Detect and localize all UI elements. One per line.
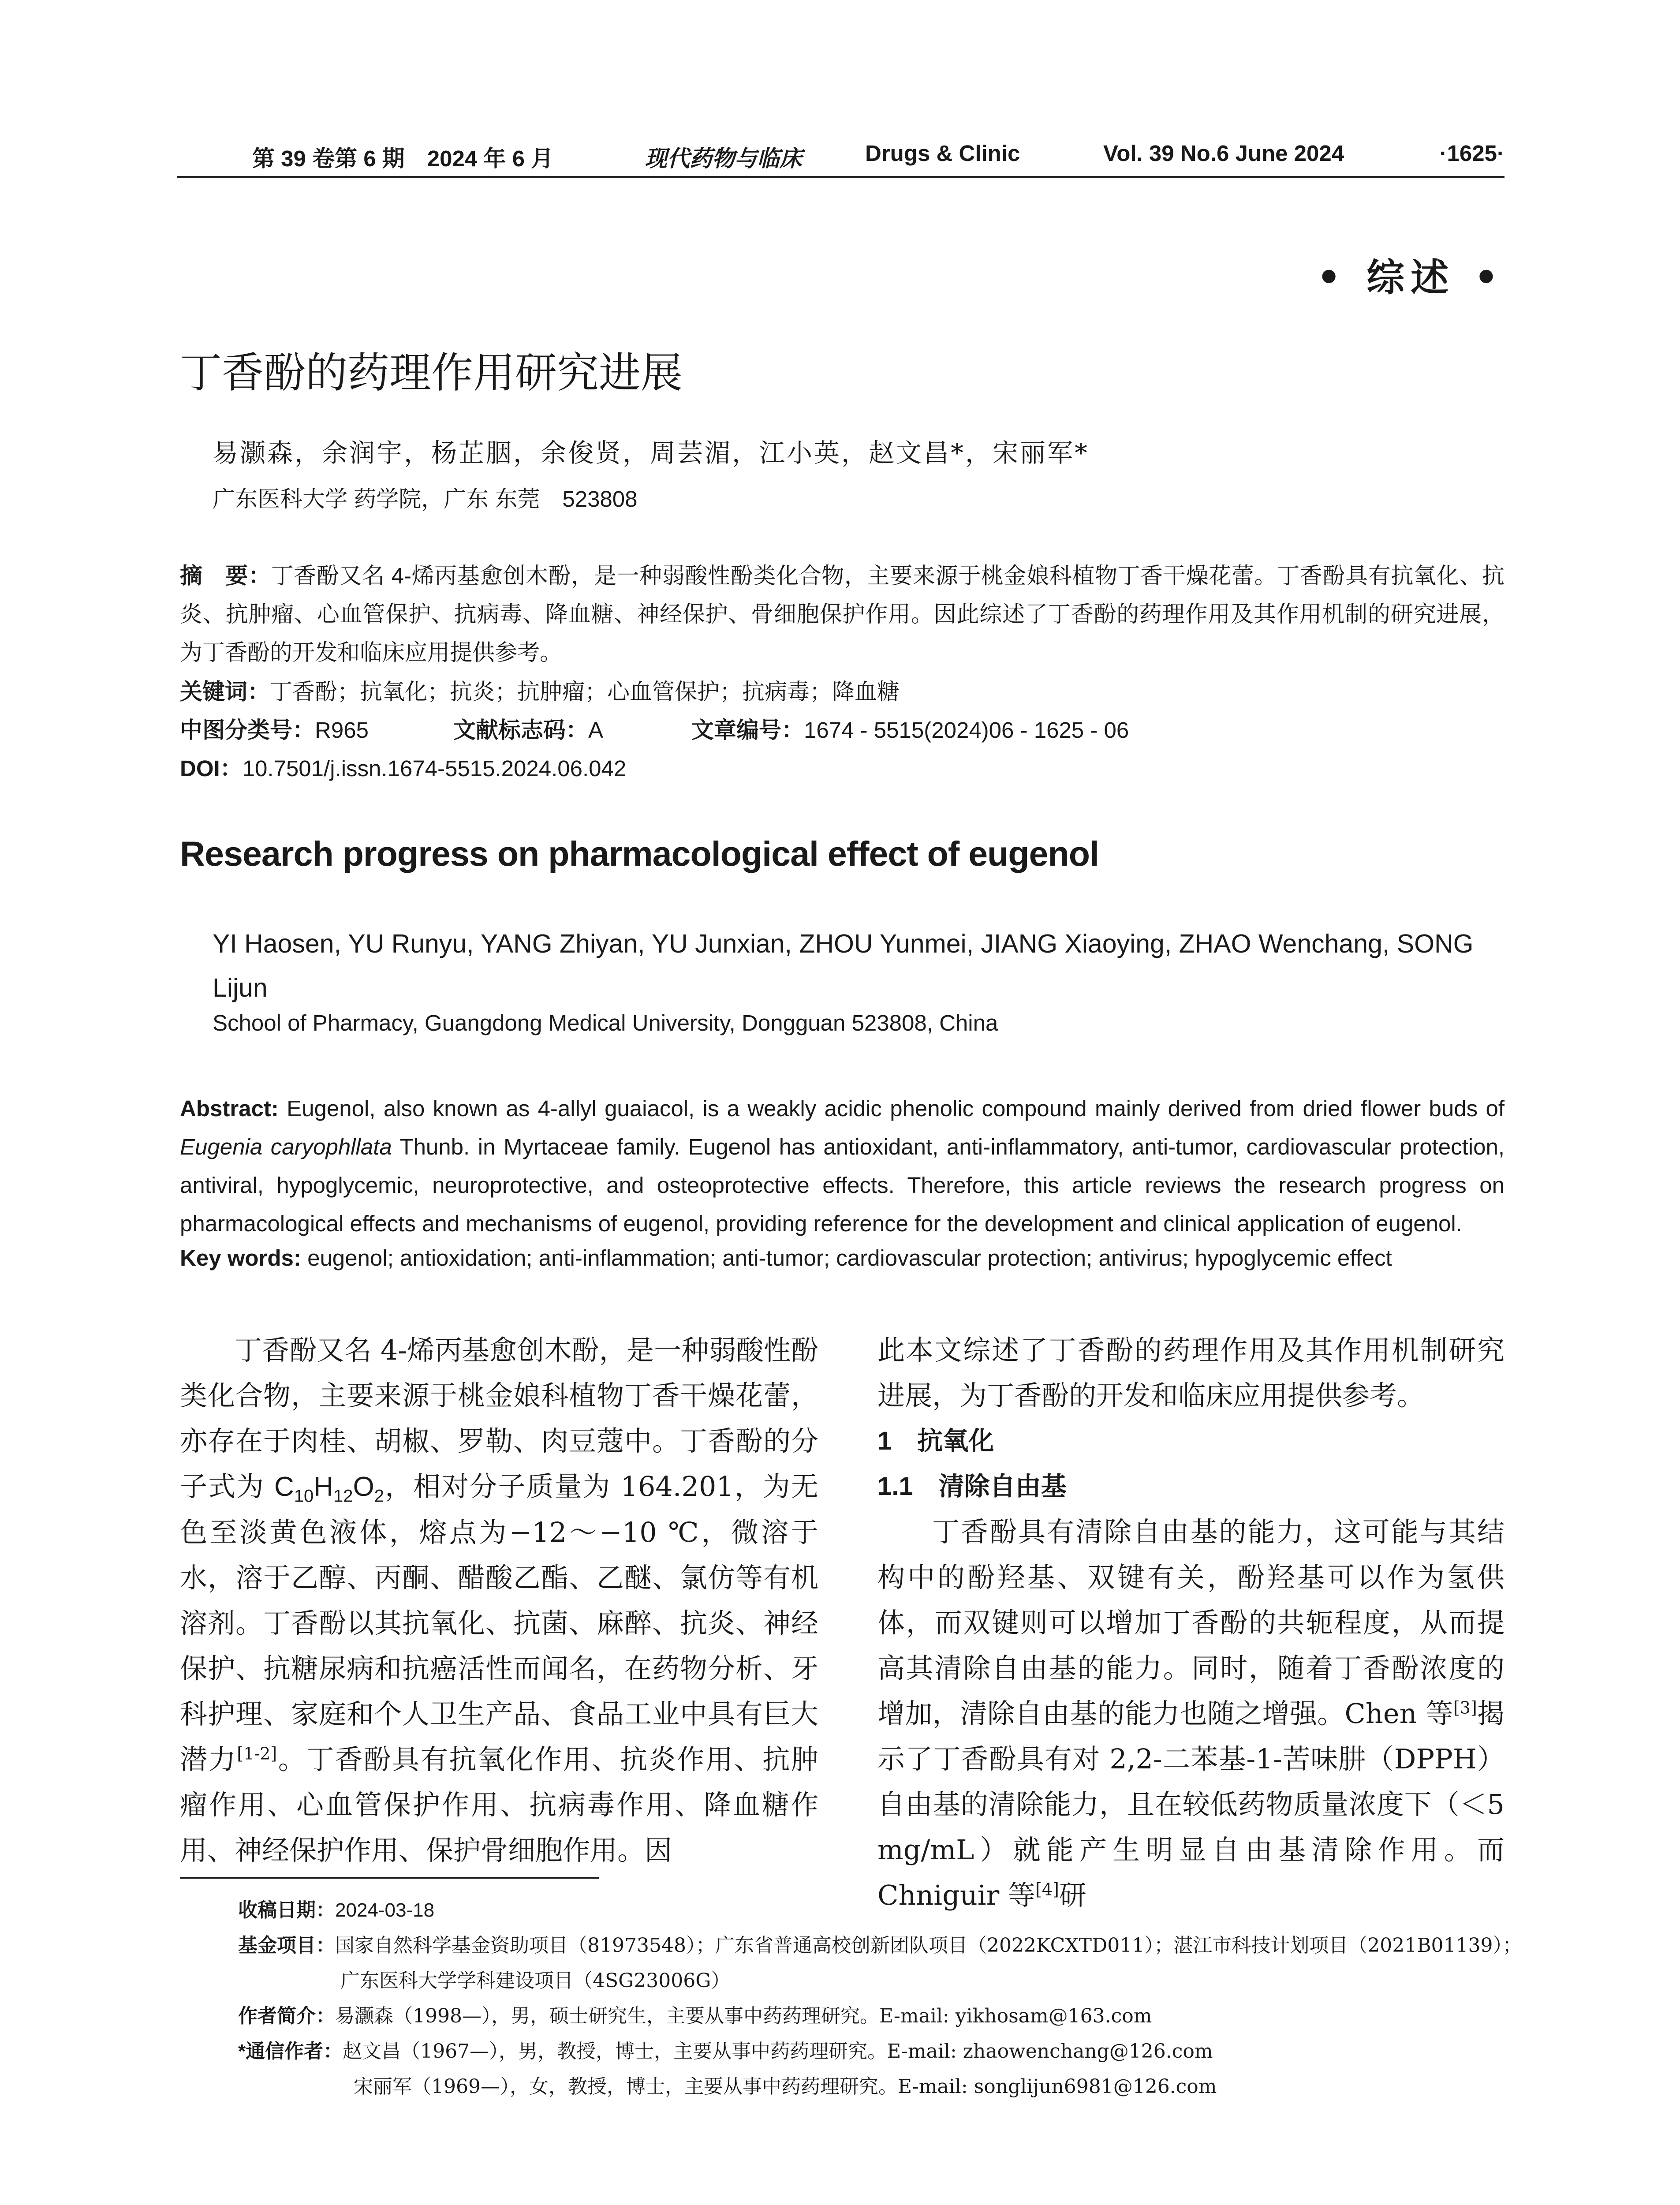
fund-text-1: 国家自然科学基金资助项目（81973548）；广东省普通高校创新团队项目（2022KCXTD011）；湛江市科技计划项目（2021B01139）； <box>335 1934 1522 1957</box>
keywords-en <box>180 1245 1392 1271</box>
doc-code-value: A <box>588 718 604 743</box>
body-text: 研 <box>1059 1879 1086 1911</box>
formula-c-count: 10 <box>294 1486 314 1506</box>
body-paragraph <box>180 1327 818 1873</box>
body-paragraph <box>877 1509 1505 1918</box>
keywords-cn-label: 关键词： <box>180 679 270 704</box>
section-tag: • 综述 • <box>1317 255 1505 300</box>
doi-value: 10.7501/j.issn.1674-5515.2024.06.042 <box>242 756 627 781</box>
classification-line <box>180 711 1129 749</box>
body-column-left <box>180 1327 818 1873</box>
article-no-label: 文章编号： <box>691 718 804 743</box>
abstract-en-species: Eugenia caryophllata <box>180 1134 392 1159</box>
corresponding-label: *通信作者： <box>238 2041 343 2062</box>
clc-value: R965 <box>315 718 369 743</box>
formula-o-count: 2 <box>374 1486 385 1506</box>
footnote-fund <box>238 1928 1522 1963</box>
affiliation-cn: 广东医科大学 药学院，广东 东莞 523808 <box>213 486 638 512</box>
formula-o: O <box>353 1472 374 1502</box>
clc-label: 中图分类号： <box>180 718 315 743</box>
body-text: 。丁香酚具有抗氧化作用、抗炎作用、抗肿瘤作用、心血管保护作用、抗病毒作用、降血糖作用、神经保护作用、保护骨细胞作用。因 <box>180 1743 818 1866</box>
header-rule <box>177 176 1505 178</box>
body-text: 丁香酚又名 4-烯丙基愈创木酚，是一种弱酸性酚类化合物，主要来源于桃金娘科植物丁香干燥花蕾，亦存在于肉桂、胡椒、罗勒、肉豆蔻中。丁香酚的分子式为 <box>180 1334 818 1502</box>
header-volume-cn: 第 39 卷第 6 期 2024 年 6 月 <box>252 146 554 171</box>
footnote-corresponding <box>238 2034 1517 2069</box>
body-column-right <box>877 1327 1505 1918</box>
footnote-author <box>238 1999 1517 2034</box>
keywords-cn <box>180 673 900 711</box>
authors-en: YI Haosen, YU Runyu, YANG Zhiyan, YU Junxian, ZHOU Yunmei, JIANG Xiaoying, ZHAO Wenchang, SONG Lijun <box>213 929 1474 1002</box>
doc-code-label: 文献标志码： <box>453 718 589 743</box>
article-title-cn: 丁香酚的药理作用研究进展 <box>180 350 683 396</box>
header-journal-cn: 现代药物与临床 <box>645 146 803 172</box>
citation-ref[interactable]: [3] <box>1453 1698 1477 1718</box>
section-heading-1-1: 1.1 清除自由基 <box>877 1472 1067 1501</box>
corresponding-info-1: 赵文昌（1967—），男，教授，博士，主要从事中药药理研究。E-mail: zhaowenchang@126.com <box>343 2040 1213 2063</box>
footnote-corresponding-continued: 宋丽军（1969—），女，教授，博士，主要从事中药药理研究。E-mail: songlijun6981@126.com <box>354 2075 1217 2098</box>
received-date: 2024-03-18 <box>335 1899 435 1921</box>
formula-h-count: 12 <box>333 1486 353 1506</box>
received-label: 收稿日期： <box>238 1899 335 1921</box>
doi-label: DOI： <box>180 756 243 781</box>
citation-ref[interactable]: [4] <box>1035 1880 1059 1899</box>
molecular-formula <box>274 1472 385 1506</box>
footnote-received <box>238 1893 1517 1928</box>
running-header <box>177 140 1505 171</box>
article-no-value: 1674 - 5515(2024)06 - 1625 - 06 <box>804 718 1129 743</box>
abstract-en-text-2: Thunb. in Myrtaceae family. Eugenol has antioxidant, anti-inflammatory, anti-tumor, cardiovascular protection, antiviral, hypoglycemic, neuroprotective, and osteoprotective effects. Therefore, this article reviews the research progress on pharmacological effects and mechanisms of eugenol, providing reference for the development and clinical application of eugenol. <box>180 1134 1505 1236</box>
citation-ref[interactable]: [1-2] <box>237 1744 277 1764</box>
fund-label: 基金项目： <box>238 1935 335 1956</box>
abstract-en-label: Abstract: <box>180 1096 279 1121</box>
body-text: 丁香酚具有清除自由基的能力，这可能与其结构中的酚羟基、双键有关，酚羟基可以作为氢供体，而双键则可以增加丁香酚的共轭程度，从而提高其清除自由基的能力。同时，随着丁香酚浓度的增加，清除自由基的能力也随之增强。Chen 等 <box>877 1516 1505 1730</box>
keywords-cn-text: 丁香酚；抗氧化；抗炎；抗肿瘤；心血管保护；抗病毒；降血糖 <box>270 679 900 704</box>
abstract-en <box>180 1089 1505 1243</box>
doi-line <box>180 749 626 788</box>
section-heading-1: 1 抗氧化 <box>877 1427 994 1455</box>
footnote-rule <box>180 1877 599 1879</box>
abstract-cn-text: 丁香酚又名 4-烯丙基愈创木酚，是一种弱酸性酚类化合物，主要来源于桃金娘科植物丁香干燥花蕾。丁香酚具有抗氧化、抗炎、抗肿瘤、心血管保护、抗病毒、降血糖、神经保护、骨细胞保护作用。因此综述了丁香酚的药理作用及其作用机制的研究进展，为丁香酚的开发和临床应用提供参考。 <box>180 563 1505 665</box>
footnote-fund-continued: 广东医科大学学科建设项目（4SG23006G） <box>340 1970 731 1992</box>
formula-h: H <box>314 1472 334 1502</box>
keywords-en-text: eugenol; antioxidation; anti-inflammation; anti-tumor; cardiovascular protection; antivirus; hypoglycemic effect <box>301 1245 1392 1271</box>
footnotes <box>238 1893 1522 2104</box>
body-text: 揭示了丁香酚具有对 2,2-二苯基-1-苦味肼（DPPH）自由基的清除能力，且在较低药物质量浓度下（＜5 mg/mL）就能产生明显自由基清除作用。而 Chniguir 等 <box>877 1697 1505 1911</box>
body-text: ，相对分子质量为 164.201，为无色至淡黄色液体，熔点为−12～−10 ℃，微溶于水，溶于乙醇、丙酮、醋酸乙酯、乙醚、氯仿等有机溶剂。丁香酚以其抗氧化、抗菌、麻醉、抗炎、神经保护、抗糖尿病和抗癌活性而闻名，在药物分析、牙科护理、家庭和个人卫生产品、食品工业中具有巨大潜力 <box>180 1470 818 1775</box>
keywords-en-label: Key words: <box>180 1245 301 1271</box>
author-label: 作者简介： <box>238 2005 335 2027</box>
affiliation-en: School of Pharmacy, Guangdong Medical University, Dongguan 523808, China <box>213 1010 998 1035</box>
article-title-en: Research progress on pharmacological effect of eugenol <box>180 834 1099 873</box>
header-volume-en: Vol. 39 No.6 June 2024 <box>1103 141 1344 166</box>
authors-cn: 易灏森，余润宇，杨芷胭，余俊贤，周芸湄，江小英，赵文昌*，宋丽军* <box>213 438 1090 468</box>
abstract-en-text-1: Eugenol, also known as 4-allyl guaiacol, is a weakly acidic phenolic compound mainly derived from dried flower buds of <box>278 1096 1505 1121</box>
abstract-cn <box>180 557 1505 672</box>
body-paragraph-continued: 此本文综述了丁香酚的药理作用及其作用机制研究进展，为丁香酚的开发和临床应用提供参考。 <box>877 1334 1505 1412</box>
header-page-number: ·1625· <box>1439 141 1505 166</box>
formula-c: C <box>274 1472 294 1502</box>
author-info: 易灏森（1998—），男，硕士研究生，主要从事中药药理研究。E-mail: yikhosam@163.com <box>335 2005 1152 2027</box>
header-journal-en: Drugs & Clinic <box>865 141 1020 166</box>
abstract-cn-label: 摘 要： <box>180 563 271 588</box>
